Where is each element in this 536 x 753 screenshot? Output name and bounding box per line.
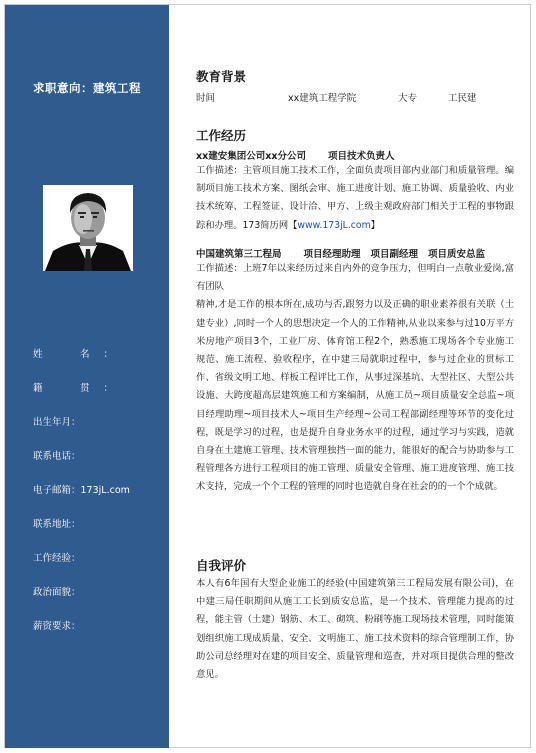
sidebar: [5, 5, 169, 748]
work-title: 工作经历: [196, 128, 247, 143]
job-2-position-3: 项目质安总监: [428, 249, 486, 260]
info-birth: [33, 415, 169, 449]
info-birth-label: 出生年月：: [33, 417, 81, 428]
job-2-position-2: 项目副经理: [370, 249, 419, 260]
info-salary: [33, 619, 169, 653]
info-salary-label: 薪资要求：: [33, 621, 81, 632]
job-2-description: 工作描述：上班7年以来经历过来自内外的竞争压力，但明白一点敬业爱岗,富有团队: [196, 263, 514, 293]
education-time: 时间: [196, 93, 216, 104]
job-2-header: [196, 246, 514, 260]
job-1-desc-end: 】: [370, 219, 380, 231]
info-address-label: 联系地址：: [33, 519, 81, 530]
info-email-label: 电子邮箱：: [33, 485, 81, 496]
info-email: [33, 483, 169, 517]
job-1-position: 项目技术负责人: [328, 151, 395, 162]
info-address: [33, 517, 169, 551]
info-name: [33, 347, 169, 381]
education-degree: 大专: [398, 93, 418, 104]
info-political-label: 政治面貌：: [33, 587, 81, 598]
portrait-image: [43, 185, 133, 271]
info-email-value: 173jL.com: [80, 485, 130, 496]
profile-photo: [43, 185, 133, 271]
job-2-position-1: 项目经理助理: [303, 249, 361, 260]
self-eval: [196, 575, 514, 684]
personal-info-list: [33, 347, 169, 653]
job-2-company: 中国建筑第三工程局: [196, 249, 282, 260]
website-link[interactable]: www.173jL.com: [297, 219, 371, 231]
job-1-description: [196, 162, 514, 235]
self-eval-title: 自我评价: [196, 558, 247, 573]
job-1: [196, 148, 514, 235]
job-2-description-2: 精神,才是工作的根本所在,成功与否,跟努力以及正确的职业素养很有关联（土建专业）,同时一个人的思想决定一个人的工作精神,从业以来参与过10万平方米房地产项目3个，工业厂房、体育馆工程2个，熟悉施工现场各个专业施工规范、施工流程、验收程序，在中建三局就职过程中，参与过企业的贯标工作、省级文明工地、样板工程评比工作，从事过深基坑、大型社区、大型公共设施、大跨度超高层建筑施工和方案编制，从施工员~项目质量安全总监~项目经理助理~项目技术人~项目生产经理~公司工程部副经理等环节的变化过程，既是学习的过程，也是提升自身业务水平的过程，通过学习与实践，造就自身在土建施工管理、技术管理独挡一面的能力，能很好的配合与协助参与工程管理各方进行工程项目的施工管理、质量安全管理、施工进度管理、施工技术支持，完成一个个工程的管理的同时也造就自身在社会的的一个个成就。: [196, 299, 514, 493]
info-experience-label: 工作经验：: [33, 553, 81, 564]
self-eval-text: 本人有6年国有大型企业施工的经验(中国建筑第三工程局发展有限公司)，在中建三局任职期间从施工工长到质安总监，是一个技术、管理能力提高的过程，能主管（土建）钢筋、木工、砌筑、粉刷等施工现场技术管理，同时能策划组织施工现成质量、安全、文明施工、施工技术资料的综合管理制工作，协助公司总经理对在建的项目安全、质量管理和巡查，并对项目提供合理的整改意见。: [196, 578, 514, 681]
education-title: 教育背景: [196, 69, 247, 84]
info-political: [33, 585, 169, 619]
job-1-header: [196, 148, 514, 162]
info-experience: [33, 551, 169, 585]
info-phone-label: 联系电话：: [33, 451, 81, 462]
education-school: xx建筑工程学院: [288, 93, 357, 104]
info-phone: [33, 449, 169, 483]
info-name-label: 姓 名：: [33, 349, 128, 360]
info-hometown-label: 籍 贯：: [33, 383, 128, 394]
job-1-company: xx建安集团公司xx分公司: [196, 151, 307, 162]
info-hometown: [33, 381, 169, 415]
job-1-desc-text: 工作描述：主管项目施工技术工作，全面负责项目部内业部门和质量管理。编制项目施工技术方案、图纸会审、施工进度计划、施工协调、质量验收、内业技术统筹、工程签证、设计洽、甲方、上级主观政府部门相关于工程的事物跟踪和办理。173简历网【: [196, 165, 514, 231]
job-2: [196, 246, 514, 497]
education-major: 工民建: [448, 93, 477, 104]
job-intent: 求职意向：建筑工程: [33, 81, 141, 95]
